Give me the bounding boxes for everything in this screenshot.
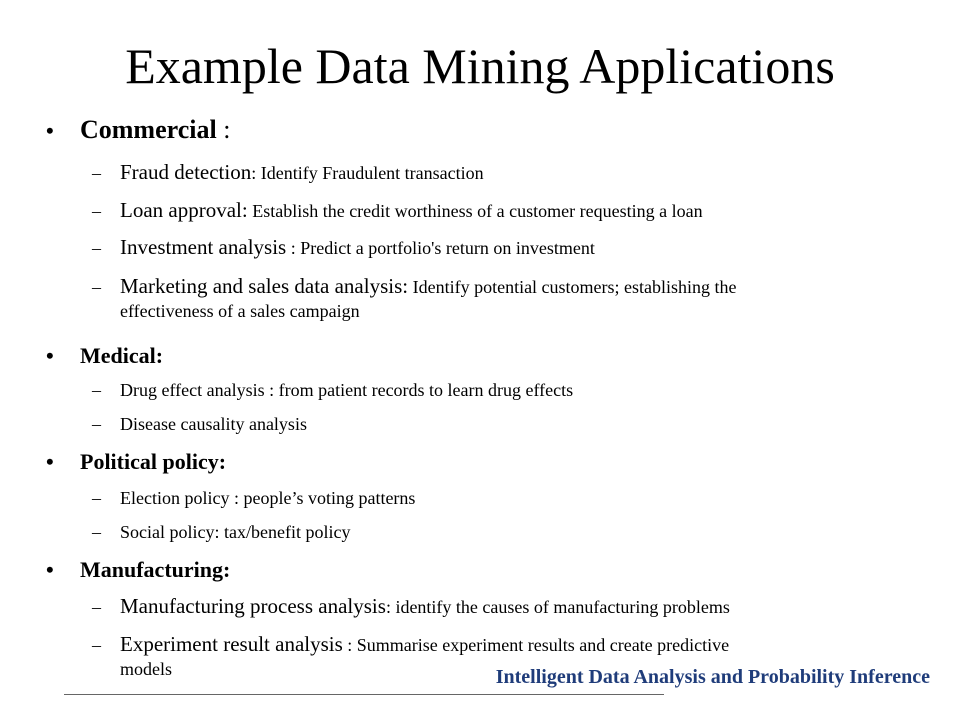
bullet-commercial (46, 116, 230, 145)
bullet-dot: • (46, 118, 54, 143)
sub-item-detail: Drug effect analysis : from patient records to learn drug effects (120, 380, 574, 400)
sub-item-head: Marketing and sales data analysis: (120, 274, 409, 298)
category-separator: : (216, 115, 231, 144)
sub-item-election-policy: – Election policy : people’s voting patterns (92, 488, 416, 508)
bullet-dot: • (46, 343, 54, 368)
sub-item-head: Investment analysis (120, 235, 287, 259)
sub-item-head: Experiment result analysis (120, 632, 343, 656)
category-label: Political policy: (80, 449, 227, 474)
footer-divider (64, 694, 664, 695)
sub-item-detail: : identify the causes of manufacturing problems (385, 597, 730, 617)
sub-item-drug-effect: – Drug effect analysis : from patient records to learn drug effects (92, 380, 574, 400)
sub-item-detail-continued: models (120, 659, 172, 679)
footer-text: Intelligent Data Analysis and Probability Inference (495, 666, 930, 688)
sub-item-head: Fraud detection (120, 160, 252, 184)
slide-title: Example Data Mining Applications (125, 38, 835, 94)
sub-item-head: Manufacturing process analysis (120, 594, 386, 618)
sub-item-detail: : Summarise experiment results and create predictive (342, 635, 730, 655)
sub-item-loan-approval: – Loan approval: Establish the credit worthiness of a customer requesting a loan (92, 198, 703, 222)
sub-item-detail: Social policy: tax/benefit policy (120, 522, 351, 542)
sub-item-disease-causality: – Disease causality analysis (92, 414, 307, 434)
sub-item-head: Loan approval: (120, 198, 248, 222)
sub-item-manufacturing-process: – Manufacturing process analysis: identify the causes of manufacturing problems (92, 594, 730, 618)
bullet-manufacturing (46, 556, 230, 584)
sub-item-detail: Disease causality analysis (120, 414, 307, 434)
bullet-dot: • (46, 557, 54, 582)
sub-item-detail: Identify potential customers; establishing the (408, 277, 737, 297)
sub-item-investment-analysis: – Investment analysis : Predict a portfolio's return on investment (92, 235, 595, 259)
sub-item-detail: : Identify Fraudulent transaction (251, 163, 484, 183)
sub-item-detail: : Predict a portfolio's return on investment (286, 238, 595, 258)
sub-item-detail: Establish the credit worthiness of a customer requesting a loan (247, 201, 703, 221)
bullet-medical (46, 342, 163, 370)
sub-item-experiment-result: – Experiment result analysis : Summarise experiment results and create predictive models (92, 632, 942, 681)
sub-item-social-policy: – Social policy: tax/benefit policy (92, 522, 351, 542)
bullet-political-policy (46, 448, 226, 476)
bullet-dot: • (46, 449, 54, 474)
sub-item-detail: Election policy : people’s voting patterns (120, 488, 416, 508)
sub-item-fraud-detection: – Fraud detection: Identify Fraudulent transaction (92, 160, 484, 184)
sub-item-detail-continued: effectiveness of a sales campaign (120, 301, 360, 321)
category-label: Commercial (80, 115, 217, 144)
category-label: Medical: (80, 343, 164, 368)
category-label: Manufacturing: (80, 557, 231, 582)
sub-item-marketing-analysis: – Marketing and sales data analysis: Identify potential customers; establishing the effectiveness of a sales campaign (92, 274, 942, 323)
